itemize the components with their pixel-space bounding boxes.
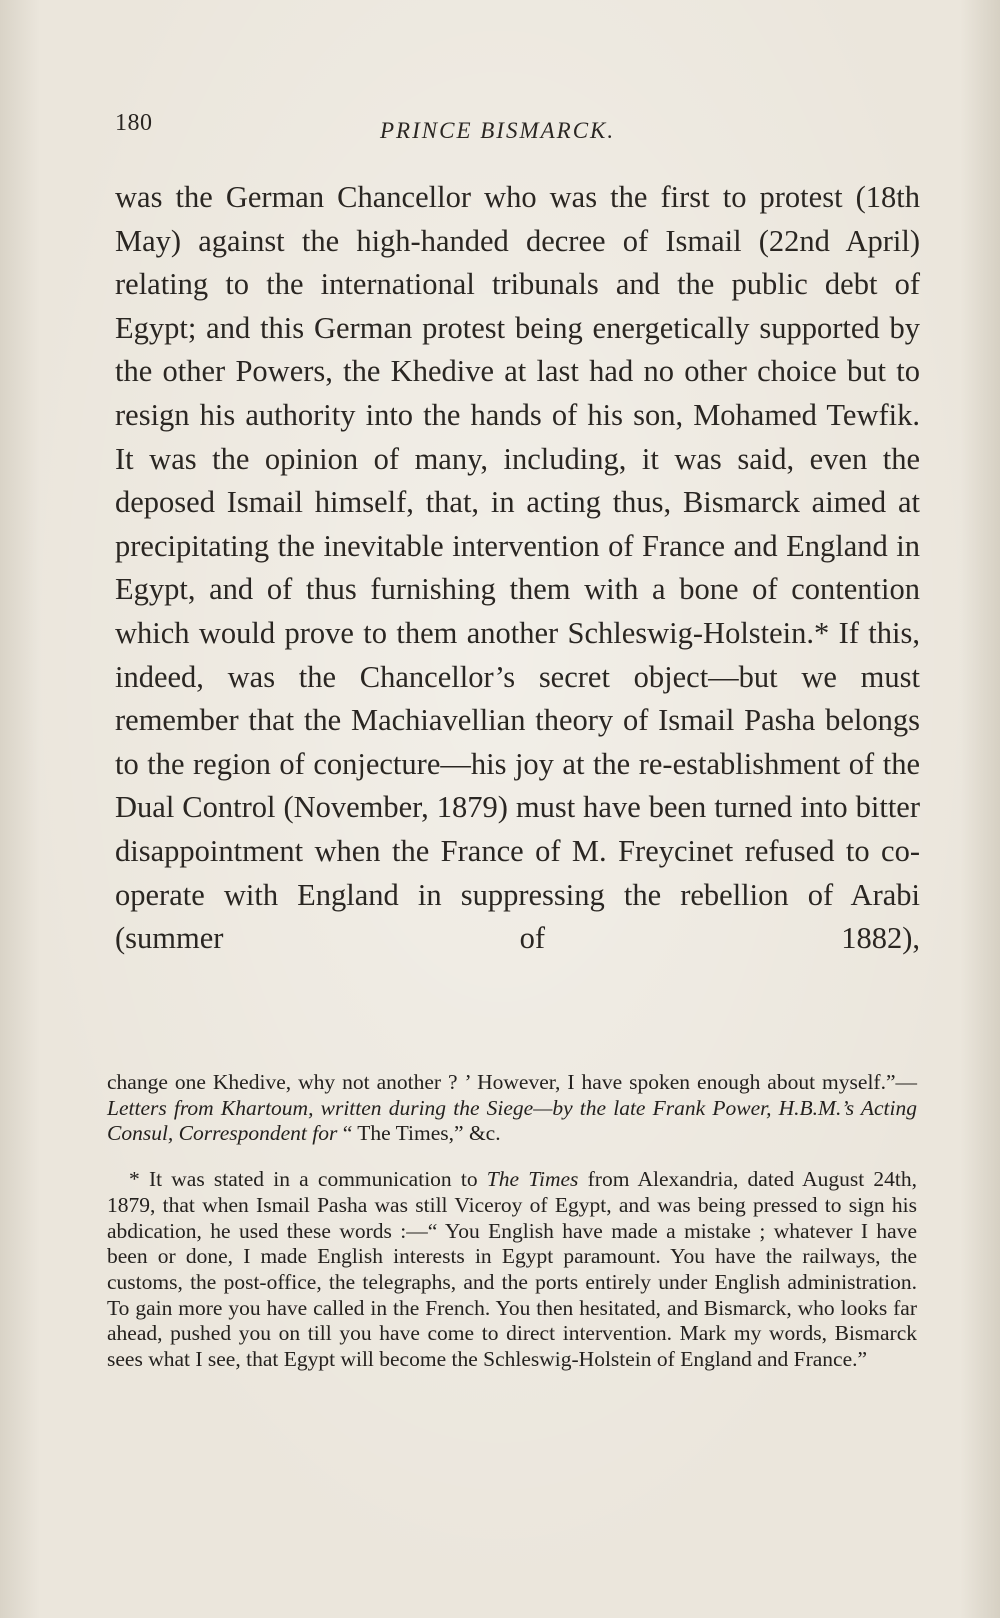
footnote-citation-end: “ The Times,” &c. xyxy=(337,1121,501,1146)
footnote-star xyxy=(107,1167,917,1373)
page-header xyxy=(115,108,915,148)
footnotes xyxy=(107,1070,917,1373)
running-title: PRINCE BISMARCK. xyxy=(380,118,616,143)
footnote-star-intro: * It was stated in a communication to xyxy=(129,1167,487,1192)
page-number: 180 xyxy=(115,110,153,136)
footnote-citation: Letters from Khartoum, written during the Siege—by the late Frank Power, H.B.M.’s Acting Consul, Correspondent for xyxy=(107,1095,917,1146)
body-paragraph: was the German Chancellor who was the first to protest (18th May) against the high-handed decree of Ismail (22nd April) relating to the international tribunals and the public debt of Egypt; and this German protest being energetically supported by the other Powers, the Khedive at last had no other choice but to resign his authority into the hands of his son, Mohamed Tewfik. It was the opinion of many, including, it was said, even the deposed Ismail himself, that, in acting thus, Bismarck aimed at precipitating the inevitable intervention of France and England in Egypt, and of thus furnishing them with a bone of contention which would prove to them another Schleswig-Holstein.* If this, indeed, was the Chancellor’s secret object—but we must remember that the Machiavellian theory of Ismail Pasha belongs to the region of conjecture—his joy at the re-establishment of the Dual Control (November, 1879) must have been turned into bitter disappointment when the France of M. Freycinet refused to co-operate with England in suppressing the rebellion of Arabi (summer of 1882), xyxy=(115,180,920,956)
footnote-newspaper-title: The Times xyxy=(486,1167,579,1192)
footnote-star-text: from Alexandria, dated August 24th, 1879, that when Ismail Pasha was still Viceroy of Egypt, and was being pressed to sign his abdication, he used these words :—“ You English have made a mistake ; whatever I have been or done, I made English interests in Egypt paramount. You have the railways, the customs, the post-office, the telegraphs, and the ports entirely under English administration. To gain more you have called in the French. You then hesitated, and Bismarck, who looks far ahead, pushed you on till you have come to direct intervention. Mark my words, Bismarck sees what I see, that Egypt will become the Schleswig-Holstein of England and France.” xyxy=(107,1167,918,1372)
footnote-continued xyxy=(107,1070,917,1147)
main-text xyxy=(115,176,920,961)
footnote-continued-text: change one Khedive, why not another ? ’ However, I have spoken enough about myself.”— xyxy=(107,1070,917,1094)
